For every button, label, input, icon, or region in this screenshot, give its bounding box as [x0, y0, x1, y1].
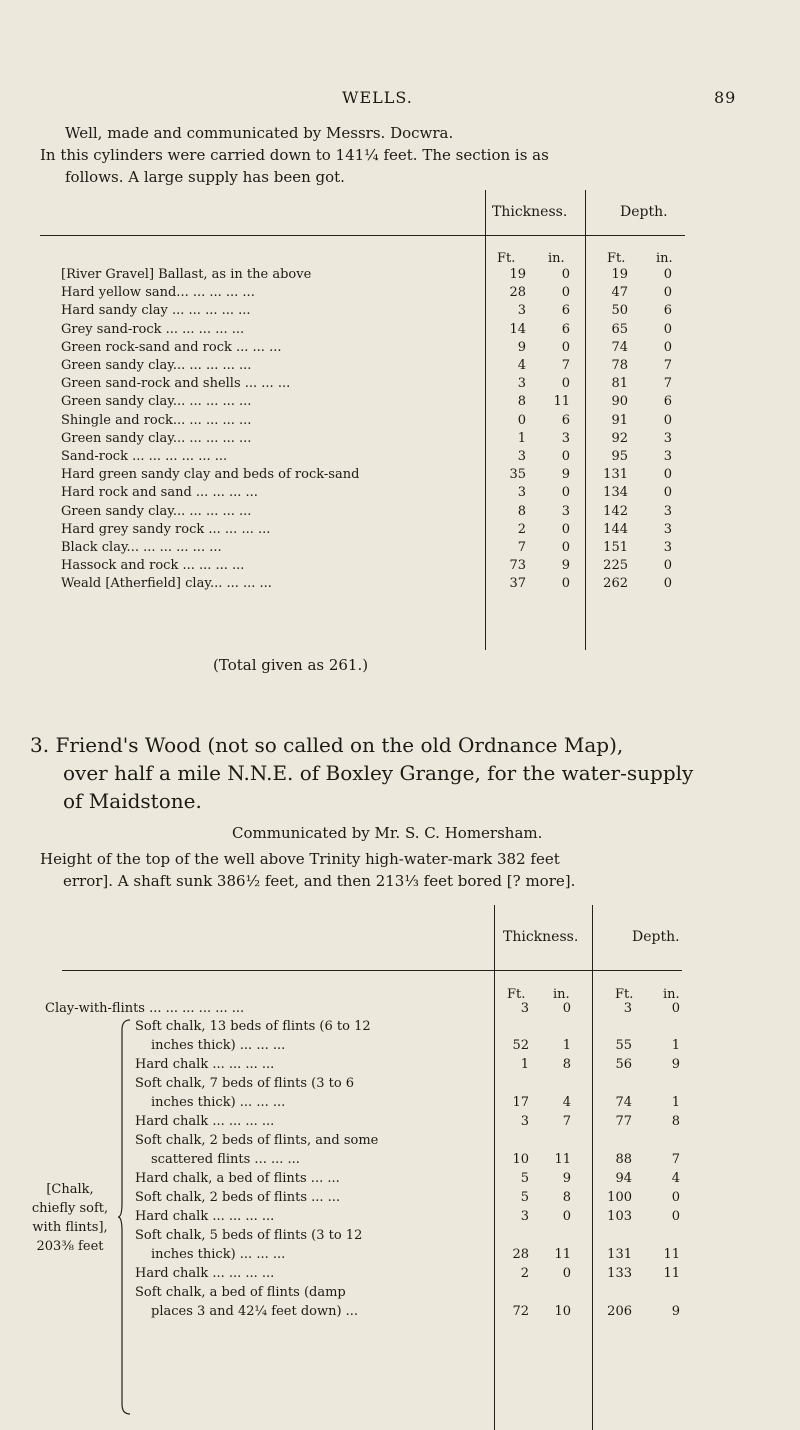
table-1-row-label: Green sand-rock and shells ... ... ...	[61, 376, 291, 391]
table-1-divider-right	[585, 190, 586, 650]
table-2-row-label: Soft chalk, 5 beds of flints (3 to 12	[135, 1228, 363, 1243]
table-1-row-thickness-in: 6	[561, 322, 570, 337]
table-1-row-label: Weald [Atherfield] clay... ... ... ...	[61, 576, 272, 591]
table-1-row-depth-in: 0	[663, 485, 672, 500]
height-note-line-1: Height of the top of the well above Trinity high-water-mark 382 feet	[40, 850, 560, 868]
table-1-row-label: [River Gravel] Ballast, as in the above	[61, 267, 312, 282]
table-1-row-thickness-ft: 3	[517, 376, 526, 391]
table-2-row-depth-in: 0	[671, 1190, 680, 1205]
chalk-group-label-line-1: [Chalk,	[46, 1182, 94, 1197]
table-1-row-depth-ft: 47	[611, 285, 628, 300]
table-1-row-thickness-in: 6	[561, 413, 570, 428]
table-1-row-thickness-ft: 14	[509, 322, 526, 337]
chalk-group-label-line-2: chiefly soft,	[31, 1201, 109, 1216]
table-1-row-depth-ft: 90	[611, 394, 628, 409]
table-1-row-thickness-ft: 4	[517, 358, 526, 373]
table-2-row-depth-in: 11	[663, 1247, 680, 1262]
table-2-row-label-continued: places 3 and 42¼ feet down) ...	[151, 1304, 359, 1319]
table-2-row-thickness-in: 7	[562, 1114, 571, 1129]
table-1-row-label: Black clay... ... ... ... ... ...	[61, 540, 222, 555]
table-2-divider-right	[592, 905, 593, 1430]
table-2-row-depth-ft: 77	[615, 1114, 632, 1129]
table-1-row-depth-in: 7	[663, 358, 672, 373]
table-2-row-thickness-ft: 1	[520, 1057, 529, 1072]
intro-line-2: In this cylinders were carried down to 141¼ feet. The section is as	[40, 146, 549, 164]
table-2-row-depth-in: 0	[671, 1209, 680, 1224]
table-1-row-thickness-in: 0	[561, 485, 570, 500]
table-2-row-depth-ft: 88	[615, 1152, 632, 1167]
table-1-row-thickness-ft: 9	[517, 340, 526, 355]
table-1-row-depth-ft: 65	[611, 322, 628, 337]
table-1-row-depth-ft: 225	[603, 558, 628, 573]
table-1-row-label: Shingle and rock... ... ... ... ...	[61, 413, 252, 428]
table-1-row-depth-ft: 262	[603, 576, 628, 591]
table-2-row-depth-in: 11	[663, 1266, 680, 1281]
table-2-thickness-header: Thickness.	[503, 929, 579, 945]
table-1-unit-in: in.	[548, 251, 565, 266]
table-2-first-row-t-ft: 3	[520, 1001, 529, 1016]
table-1-row-depth-in: 6	[663, 303, 672, 318]
table-1-row-thickness-ft: 28	[509, 285, 526, 300]
table-2-row-depth-in: 7	[671, 1152, 680, 1167]
table-1-row-thickness-in: 0	[561, 540, 570, 555]
table-1-row-thickness-in: 3	[561, 431, 570, 446]
table-1-row-depth-ft: 50	[611, 303, 628, 318]
table-2-row-label: Hard chalk ... ... ... ...	[135, 1114, 275, 1129]
table-2-row-thickness-ft: 10	[512, 1152, 529, 1167]
table-1-row-depth-in: 0	[663, 576, 672, 591]
table-1-row-thickness-in: 0	[561, 449, 570, 464]
table-1-row-depth-in: 3	[663, 540, 672, 555]
table-2-row-label: Soft chalk, 2 beds of flints, and some	[135, 1133, 379, 1148]
table-1-row-thickness-ft: 35	[509, 467, 526, 482]
table-1-row-depth-in: 0	[663, 267, 672, 282]
table-2-row-thickness-in: 11	[554, 1152, 571, 1167]
table-2-row-thickness-ft: 52	[512, 1038, 529, 1053]
table-2-row-label: Soft chalk, 13 beds of flints (6 to 12	[135, 1019, 371, 1034]
table-1-row-depth-ft: 92	[611, 431, 628, 446]
table-2-row-depth-in: 9	[671, 1057, 680, 1072]
table-1-row-thickness-ft: 19	[509, 267, 526, 282]
height-note-line-2: error]. A shaft sunk 386½ feet, and then 213⅓ feet bored [? more].	[63, 872, 576, 890]
table-1-row-depth-in: 3	[663, 449, 672, 464]
section-3-title-line-3: of Maidstone.	[63, 789, 202, 813]
table-2-row-thickness-in: 8	[562, 1057, 571, 1072]
table-1-row-depth-in: 6	[663, 394, 672, 409]
table-1-row-thickness-ft: 8	[517, 394, 526, 409]
table-1-divider-left	[485, 190, 486, 650]
table-1-row-thickness-in: 0	[561, 522, 570, 537]
table-2-row-label-continued: inches thick) ... ... ...	[151, 1095, 286, 1110]
table-2-row-depth-ft: 103	[607, 1209, 632, 1224]
table-2-row-depth-in: 9	[671, 1304, 680, 1319]
table-1-row-thickness-ft: 1	[517, 431, 526, 446]
table-1-row-depth-ft: 131	[603, 467, 628, 482]
table-1-row-depth-in: 0	[663, 322, 672, 337]
table-2-row-thickness-ft: 3	[520, 1114, 529, 1129]
table-1-row-depth-in: 3	[663, 431, 672, 446]
table-2-row-thickness-ft: 5	[520, 1171, 529, 1186]
table-2-unit-in: in.	[553, 987, 570, 1002]
table-2-row-label: Hard chalk ... ... ... ...	[135, 1057, 275, 1072]
curly-brace-icon	[118, 1018, 132, 1416]
table-1-row-thickness-in: 9	[561, 467, 570, 482]
table-2-depth-header: Depth.	[632, 929, 680, 945]
table-2-row-label: Soft chalk, 7 beds of flints (3 to 6	[135, 1076, 355, 1091]
table-1-header-rule	[40, 235, 685, 236]
table-1-row-thickness-in: 0	[561, 285, 570, 300]
table-1-row-thickness-ft: 3	[517, 485, 526, 500]
table-1-row-depth-ft: 81	[611, 376, 628, 391]
chalk-group-label	[20, 1180, 120, 1256]
table-2-row-thickness-ft: 5	[520, 1190, 529, 1205]
table-2-row-depth-in: 1	[671, 1038, 680, 1053]
table-1-unit-ft-depth: Ft.	[607, 251, 626, 266]
table-1-row-thickness-in: 0	[561, 376, 570, 391]
table-1-row-depth-in: 0	[663, 558, 672, 573]
table-1-row-depth-ft: 19	[611, 267, 628, 282]
table-2-row-depth-in: 8	[671, 1114, 680, 1129]
table-2-row-depth-ft: 94	[615, 1171, 632, 1186]
table-1-row-thickness-in: 11	[553, 394, 570, 409]
table-1-row-depth-ft: 144	[603, 522, 628, 537]
table-1-row-label: Hard green sandy clay and beds of rock-sand	[61, 467, 360, 482]
intro-line-1: Well, made and communicated by Messrs. Docwra.	[65, 124, 454, 142]
chalk-group-label-line-3: with flints],	[32, 1220, 108, 1235]
table-2-row-thickness-in: 8	[562, 1190, 571, 1205]
table-1-row-label: Hard sandy clay ... ... ... ... ...	[61, 303, 251, 318]
chalk-group-label-line-4: 203⅜ feet	[36, 1239, 104, 1254]
table-2-first-row-d-ft: 3	[623, 1001, 632, 1016]
table-1-row-label: Sand-rock ... ... ... ... ... ...	[61, 449, 228, 464]
table-2-row-label: Soft chalk, 2 beds of flints ... ...	[135, 1190, 341, 1205]
section-3-title-line-1: 3. Friend's Wood (not so called on the old Ordnance Map),	[30, 733, 624, 757]
table-2-row-depth-ft: 133	[607, 1266, 632, 1281]
table-1-row-thickness-in: 0	[561, 576, 570, 591]
table-2-first-row-t-in: 0	[562, 1001, 571, 1016]
table-2-row-depth-ft: 100	[607, 1190, 632, 1205]
table-2-row-depth-ft: 56	[615, 1057, 632, 1072]
table-1-row-depth-ft: 151	[603, 540, 628, 555]
table-1-row-label: Green rock-sand and rock ... ... ...	[61, 340, 282, 355]
table-1-row-label: Hard grey sandy rock ... ... ... ...	[61, 522, 271, 537]
page-number: 89	[714, 88, 737, 107]
table-1-row-thickness-ft: 3	[517, 303, 526, 318]
table-2-row-thickness-in: 1	[562, 1038, 571, 1053]
table-2-divider-left	[494, 905, 495, 1430]
table-1-row-depth-ft: 91	[611, 413, 628, 428]
table-2-row-label-continued: inches thick) ... ... ...	[151, 1038, 286, 1053]
table-2-row-label: Hard chalk ... ... ... ...	[135, 1209, 275, 1224]
table-2-row-label-continued: inches thick) ... ... ...	[151, 1247, 286, 1262]
table-1-row-thickness-ft: 7	[517, 540, 526, 555]
table-1-row-label: Hard yellow sand... ... ... ... ...	[61, 285, 255, 300]
table-1-row-thickness-ft: 73	[509, 558, 526, 573]
table-2-row-thickness-ft: 17	[512, 1095, 529, 1110]
table-2-row-thickness-in: 0	[562, 1266, 571, 1281]
table-2-row-thickness-in: 0	[562, 1209, 571, 1224]
table-1-row-thickness-in: 6	[561, 303, 570, 318]
table-2-row-thickness-in: 4	[562, 1095, 571, 1110]
table-2-row-label: Hard chalk ... ... ... ...	[135, 1266, 275, 1281]
table-1-row-depth-in: 0	[663, 285, 672, 300]
table-2-row-thickness-in: 11	[554, 1247, 571, 1262]
table-2-row-label: Soft chalk, a bed of flints (damp	[135, 1285, 346, 1300]
table-1-row-depth-ft: 74	[611, 340, 628, 355]
table-2-unit-ft: Ft.	[507, 987, 526, 1002]
table-2-row-depth-ft: 74	[615, 1095, 632, 1110]
table-1-row-label: Hassock and rock ... ... ... ...	[61, 558, 245, 573]
table-1-row-thickness-ft: 3	[517, 449, 526, 464]
section-3-title-line-2: over half a mile N.N.E. of Boxley Grange, for the water-supply	[63, 761, 694, 785]
table-1-row-label: Green sandy clay... ... ... ... ...	[61, 504, 252, 519]
table-2-header-rule	[62, 970, 682, 971]
table-2-row-thickness-ft: 3	[520, 1209, 529, 1224]
intro-line-3: follows. A large supply has been got.	[65, 168, 345, 186]
table-2-row-depth-in: 1	[671, 1095, 680, 1110]
table-1-row-label: Green sandy clay... ... ... ... ...	[61, 358, 252, 373]
table-1-row-thickness-in: 0	[561, 340, 570, 355]
table-1-row-depth-in: 3	[663, 504, 672, 519]
table-2-row-depth-ft: 131	[607, 1247, 632, 1262]
table-2-row-thickness-in: 9	[562, 1171, 571, 1186]
table-1-row-thickness-in: 0	[561, 267, 570, 282]
table-1-row-thickness-ft: 8	[517, 504, 526, 519]
table-2-row-depth-ft: 55	[615, 1038, 632, 1053]
running-header: WELLS.	[342, 88, 413, 107]
table-1-row-thickness-in: 9	[561, 558, 570, 573]
table-1-row-thickness-ft: 0	[517, 413, 526, 428]
table-1-thickness-header: Thickness.	[492, 204, 568, 220]
table-1-row-depth-ft: 95	[611, 449, 628, 464]
table-2-unit-ft-depth: Ft.	[615, 987, 634, 1002]
table-1-depth-header: Depth.	[620, 204, 668, 220]
table-1-row-thickness-in: 3	[561, 504, 570, 519]
table-1-row-depth-ft: 134	[603, 485, 628, 500]
table-2-row-depth-in: 4	[671, 1171, 680, 1186]
table-1-unit-in-depth: in.	[656, 251, 673, 266]
table-2-row-label: Hard chalk, a bed of flints ... ...	[135, 1171, 340, 1186]
table-1-row-depth-ft: 142	[603, 504, 628, 519]
table-1-row-label: Hard rock and sand ... ... ... ...	[61, 485, 258, 500]
table-1-row-thickness-ft: 37	[509, 576, 526, 591]
table-1-row-depth-ft: 78	[611, 358, 628, 373]
table-1-row-depth-in: 7	[663, 376, 672, 391]
table-2-row-label-continued: scattered flints ... ... ...	[151, 1152, 300, 1167]
table-2-row-thickness-ft: 28	[512, 1247, 529, 1262]
table-2-first-row-d-in: 0	[671, 1001, 680, 1016]
table-1-unit-ft: Ft.	[497, 251, 516, 266]
table-1-row-depth-in: 0	[663, 413, 672, 428]
table-1-row-label: Grey sand-rock ... ... ... ... ...	[61, 322, 245, 337]
table-1-total-note: (Total given as 261.)	[213, 656, 369, 674]
table-1-row-depth-in: 3	[663, 522, 672, 537]
table-2-row-thickness-ft: 2	[520, 1266, 529, 1281]
table-2-row-depth-ft: 206	[607, 1304, 632, 1319]
table-2-row-thickness-in: 10	[554, 1304, 571, 1319]
table-1-row-thickness-ft: 2	[517, 522, 526, 537]
table-1-row-depth-in: 0	[663, 340, 672, 355]
table-1-row-depth-in: 0	[663, 467, 672, 482]
table-2-row-thickness-ft: 72	[512, 1304, 529, 1319]
table-2-first-row-label: Clay-with-flints ... ... ... ... ... ...	[45, 1001, 245, 1016]
communicated-by: Communicated by Mr. S. C. Homersham.	[232, 824, 543, 842]
table-1-row-label: Green sandy clay... ... ... ... ...	[61, 394, 252, 409]
table-1-row-thickness-in: 7	[561, 358, 570, 373]
table-2-unit-in-depth: in.	[663, 987, 680, 1002]
table-1-row-label: Green sandy clay... ... ... ... ...	[61, 431, 252, 446]
